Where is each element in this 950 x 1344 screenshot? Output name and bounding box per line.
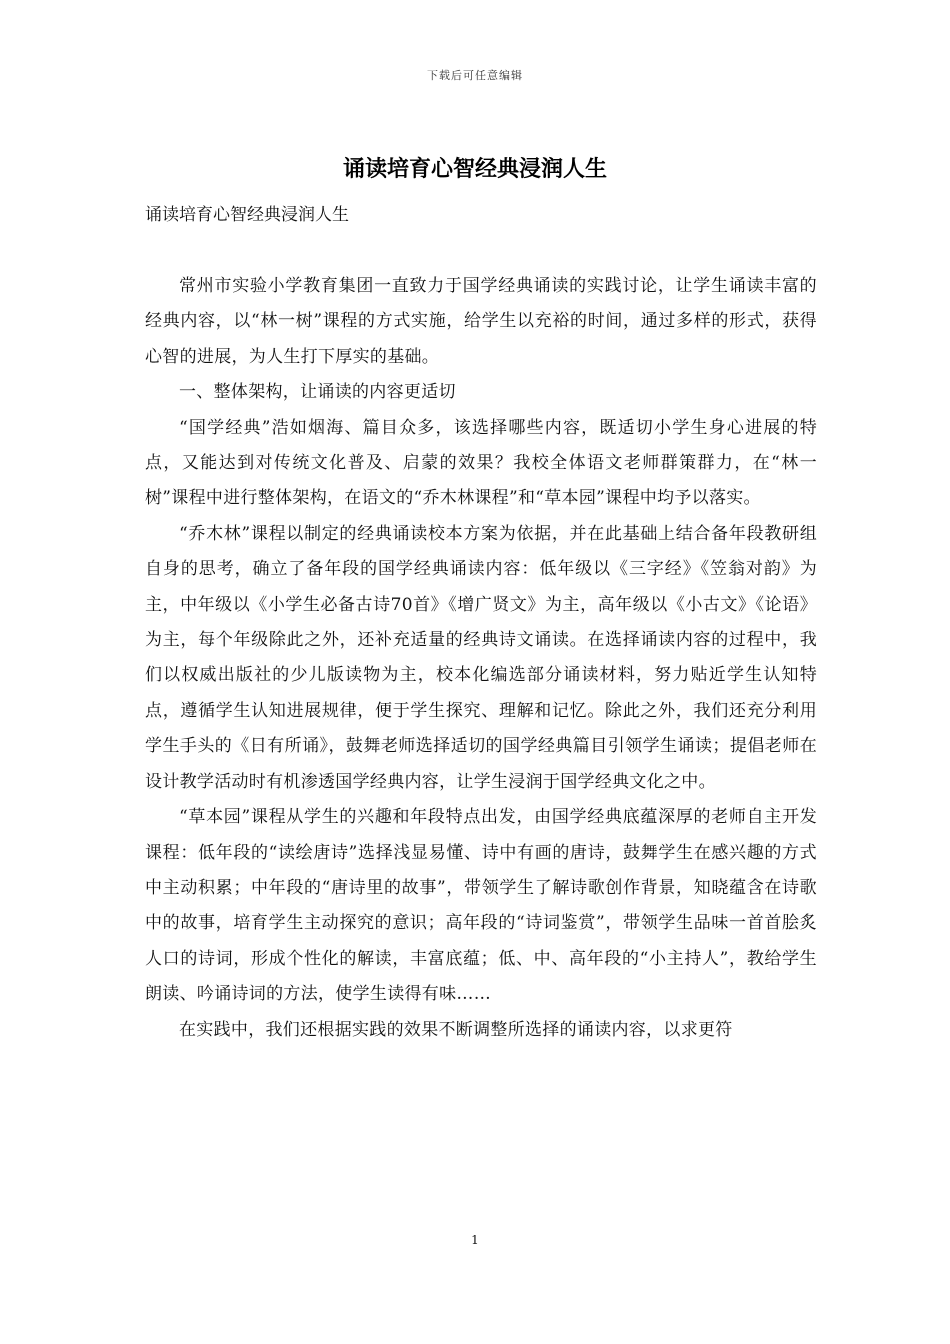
- page-number: 1: [471, 1233, 479, 1247]
- paragraph-qiaomulin: “乔木林”课程以制定的经典诵读校本方案为依据，并在此基础上结合备年段教研组自身的思考，确立了备年段的国学经典诵读内容：低年级以《三字经》《笠翁对韵》为主，中年级以《小学生必备古诗70首》《增广贤文》为主，高年级以《小古文》《论语》为主，每个年级除此之外，还补充适量的经典诗文诵读。在选择诵读内容的过程中，我们以权威出版社的少儿版读物为主，校本化编选部分诵读材料，努力贴近学生认知特点，遵循学生认知进展规律，便于学生探究、理解和记忆。除此之外，我们还充分利用学生手头的《日有所诵》，鼓舞老师选择适切的国学经典篇目引领学生诵读；提倡老师在设计教学活动时有机渗透国学经典内容，让学生浸润于国学经典文化之中。: [145, 523, 817, 792]
- document-title: 诵读培育心智经典浸润人生: [342, 156, 607, 182]
- paragraph-intro: 常州市实验小学教育集团一直致力于国学经典诵读的实践讨论，让学生诵读丰富的经典内容，以“林一树”课程的方式实施，给学生以充裕的时间，通过多样的形式，获得心智的进展，为人生打下厚实的基础。: [145, 276, 817, 367]
- paragraph-caobenyuan: “草本园”课程从学生的兴趣和年段特点出发，由国学经典底蕴深厚的老师自主开发课程：低年段的“读绘唐诗”选择浅显易懂、诗中有画的唐诗，鼓舞学生在感兴趣的方式中主动积累；中年段的“唐诗里的故事”，带领学生了解诗歌创作背景，知晓蕴含在诗歌中的故事，培育学生主动探究的意识；高年段的“诗词鉴赏”，带领学生品味一首首脍炙人口的诗词，形成个性化的解读，丰富底蕴；低、中、高年段的“小主持人”，教给学生朗读、吟诵诗词的方法，使学生读得有味……: [145, 807, 817, 1005]
- paragraph-practice: 在实践中，我们还根据实践的效果不断调整所选择的诵读内容，以求更符: [179, 1019, 733, 1040]
- section-heading-1: 一、整体架构，让诵读的内容更适切: [179, 382, 456, 403]
- document-subtitle: 诵读培育心智经典浸润人生: [145, 205, 349, 225]
- document-body: [145, 269, 817, 1048]
- paragraph-guoxue: “国学经典”浩如烟海、篇目众多，该选择哪些内容，既适切小学生身心进展的特点，又能达到对传统文化普及、启蒙的效果？我校全体语文老师群策群力，在“林一树”课程中进行整体架构，在语文的“乔木林课程”和“草本园”课程中均予以落实。: [145, 417, 817, 509]
- page-header-note: 下载后可任意编辑: [427, 69, 523, 82]
